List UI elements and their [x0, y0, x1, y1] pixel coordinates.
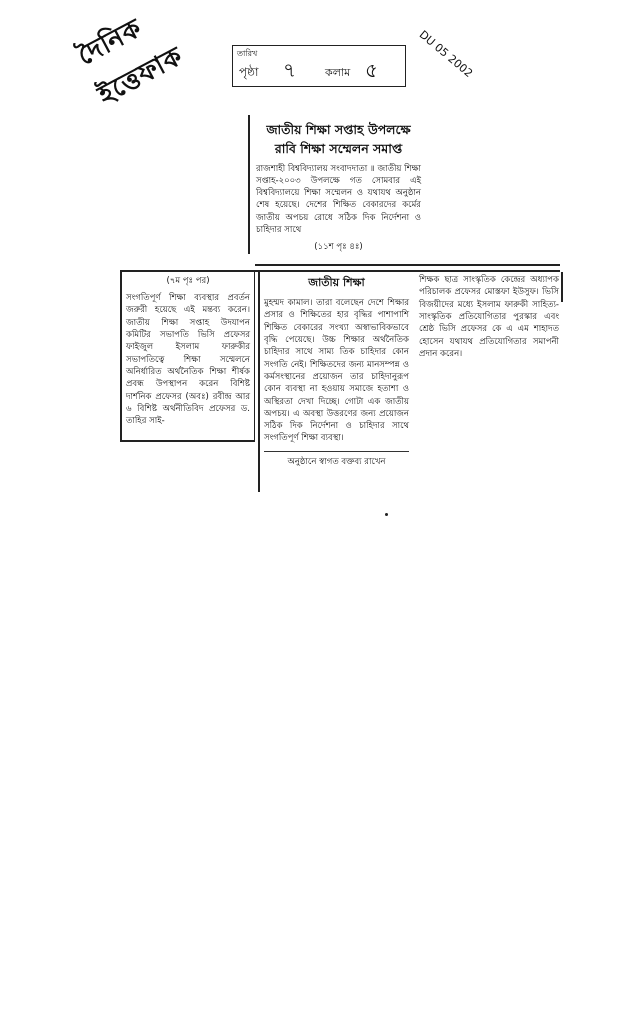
column-number: ৫	[365, 58, 378, 82]
page-label: পৃষ্ঠা	[239, 65, 259, 79]
continuation-left-column	[120, 272, 255, 442]
date-stamp: DU 05 2002	[416, 28, 476, 81]
page-column-box	[232, 45, 406, 87]
headline-line-1: জাতীয় শিক্ষা সপ্তাহ উপলক্ষে	[266, 122, 411, 137]
speck	[385, 513, 388, 516]
continuation-subhead: জাতীয় শিক্ষা	[308, 276, 365, 289]
headline-line-2: রাবি শিক্ষা সম্মেলন সমাপ্ত	[274, 140, 403, 156]
byline-text: অনুষ্ঠানে স্বাগত বক্তব্য রাখেন	[264, 451, 409, 469]
continuation-right-column	[415, 272, 563, 382]
middle-column-text: মুহম্মদ কামাল। তারা বলেছেন দেশে শিক্ষার প্রসার ও শিক্ষিতের হার বৃদ্ধির পাশাপাশি শিক্ষিত বেকারের সংখ্যা অস্বাভাবিকভাবে বৃদ্ধি পেয়েছে। উচ্চ শিক্ষার অর্থনৈতিক চাহিদার সাথে সাম্য তিক চাহিদার কোন সংগতি নেই। শিক্ষিতদের জন্য মানসম্পন্ন ও কর্মসংস্থানের প্রয়োজন তার চাহিদানুরূপ কোন ব্যবস্থা না হওয়ায় সমাজে হতাশা ও অস্থিরতা দেখা দিচ্ছে। গোটা এক জাতীয় অপচয়। এ অবস্থা উত্তরণের জন্য প্রয়োজন সঠিক দিক নির্দেশনা ও চাহিদার সাথে সংগতিপূর্ণ শিক্ষা ব্যবস্থা।	[264, 298, 409, 444]
article-lead-column	[248, 115, 421, 254]
section-divider	[255, 264, 560, 266]
newspaper-masthead: দৈনিক ইত্তেফাক	[72, 13, 189, 111]
continued-to-ref: (১১শ পৃঃ ৪ঃ)	[314, 242, 363, 253]
lead-paragraph: রাজশাহী বিশ্ববিদ্যালয় সংবাদদাতা ॥ জাতীয় শিক্ষা সপ্তাহ-২০০৩ উপলক্ষে গত সোমবার এই বিশ্ববিদ্যালয়ে শিক্ষা সম্মেলন ও যথাযথ অনুষ্ঠান শেষ হয়েছে। দেশের শিক্ষিত বেকারদের কর্মের জাতীয় অপচয় রোধে সঠিক দিক নির্দেশনা ও চাহিদার সাথে	[256, 163, 421, 236]
headline	[256, 121, 421, 159]
left-column-text: সংগতিপূর্ণ শিক্ষা ব্যবস্থার প্রবর্তন জরুরী হয়েছে এই মন্তব্য করেন। জাতীয় শিক্ষা সপ্তাহ উদযাপন কমিটির সভাপতি ভিসি প্রফেসর ফাইজুল ইসলাম ফারুকীর সভাপতিত্বে শিক্ষা সম্মেলনে অনির্ধারিত অর্থনৈতিক শিক্ষা শীর্ষক প্রবন্ধ উপস্থাপন করেন বিশিষ্ট দার্শনিক প্রফেসর (অবঃ) রবীন্দ্র আর ৬ বিশিষ্ট অর্থনীতিবিদ প্রফেসর ড. তাহির সাই-	[126, 293, 250, 427]
column-label: কলাম	[325, 66, 351, 79]
continued-from-ref: (৭ম পৃঃ পর)	[166, 276, 210, 286]
continuation-middle-column	[258, 272, 413, 492]
page-number: ৭	[283, 58, 297, 82]
right-edge-rule	[561, 272, 563, 302]
date-label: তারিখ	[237, 49, 258, 58]
right-column-text: শিক্ষক ছাত্র সাংস্কৃতিক কেন্দ্রের অধ্যাপক পরিচালক প্রফেসর মোস্তফা ইউসুফ। ভিসি বিজয়ীদের মধ্যে ইসলাম ফারুকী সাহিত্য-সাংস্কৃতিক প্রতিযোগিতার পুরস্কার এবং শ্রেষ্ঠ ভিসি প্রফেসর কে এ এম শাহাদত হোসেন যথাযথ প্রতিযোগিতার সমাপনী প্রদান করেন।	[419, 275, 559, 359]
